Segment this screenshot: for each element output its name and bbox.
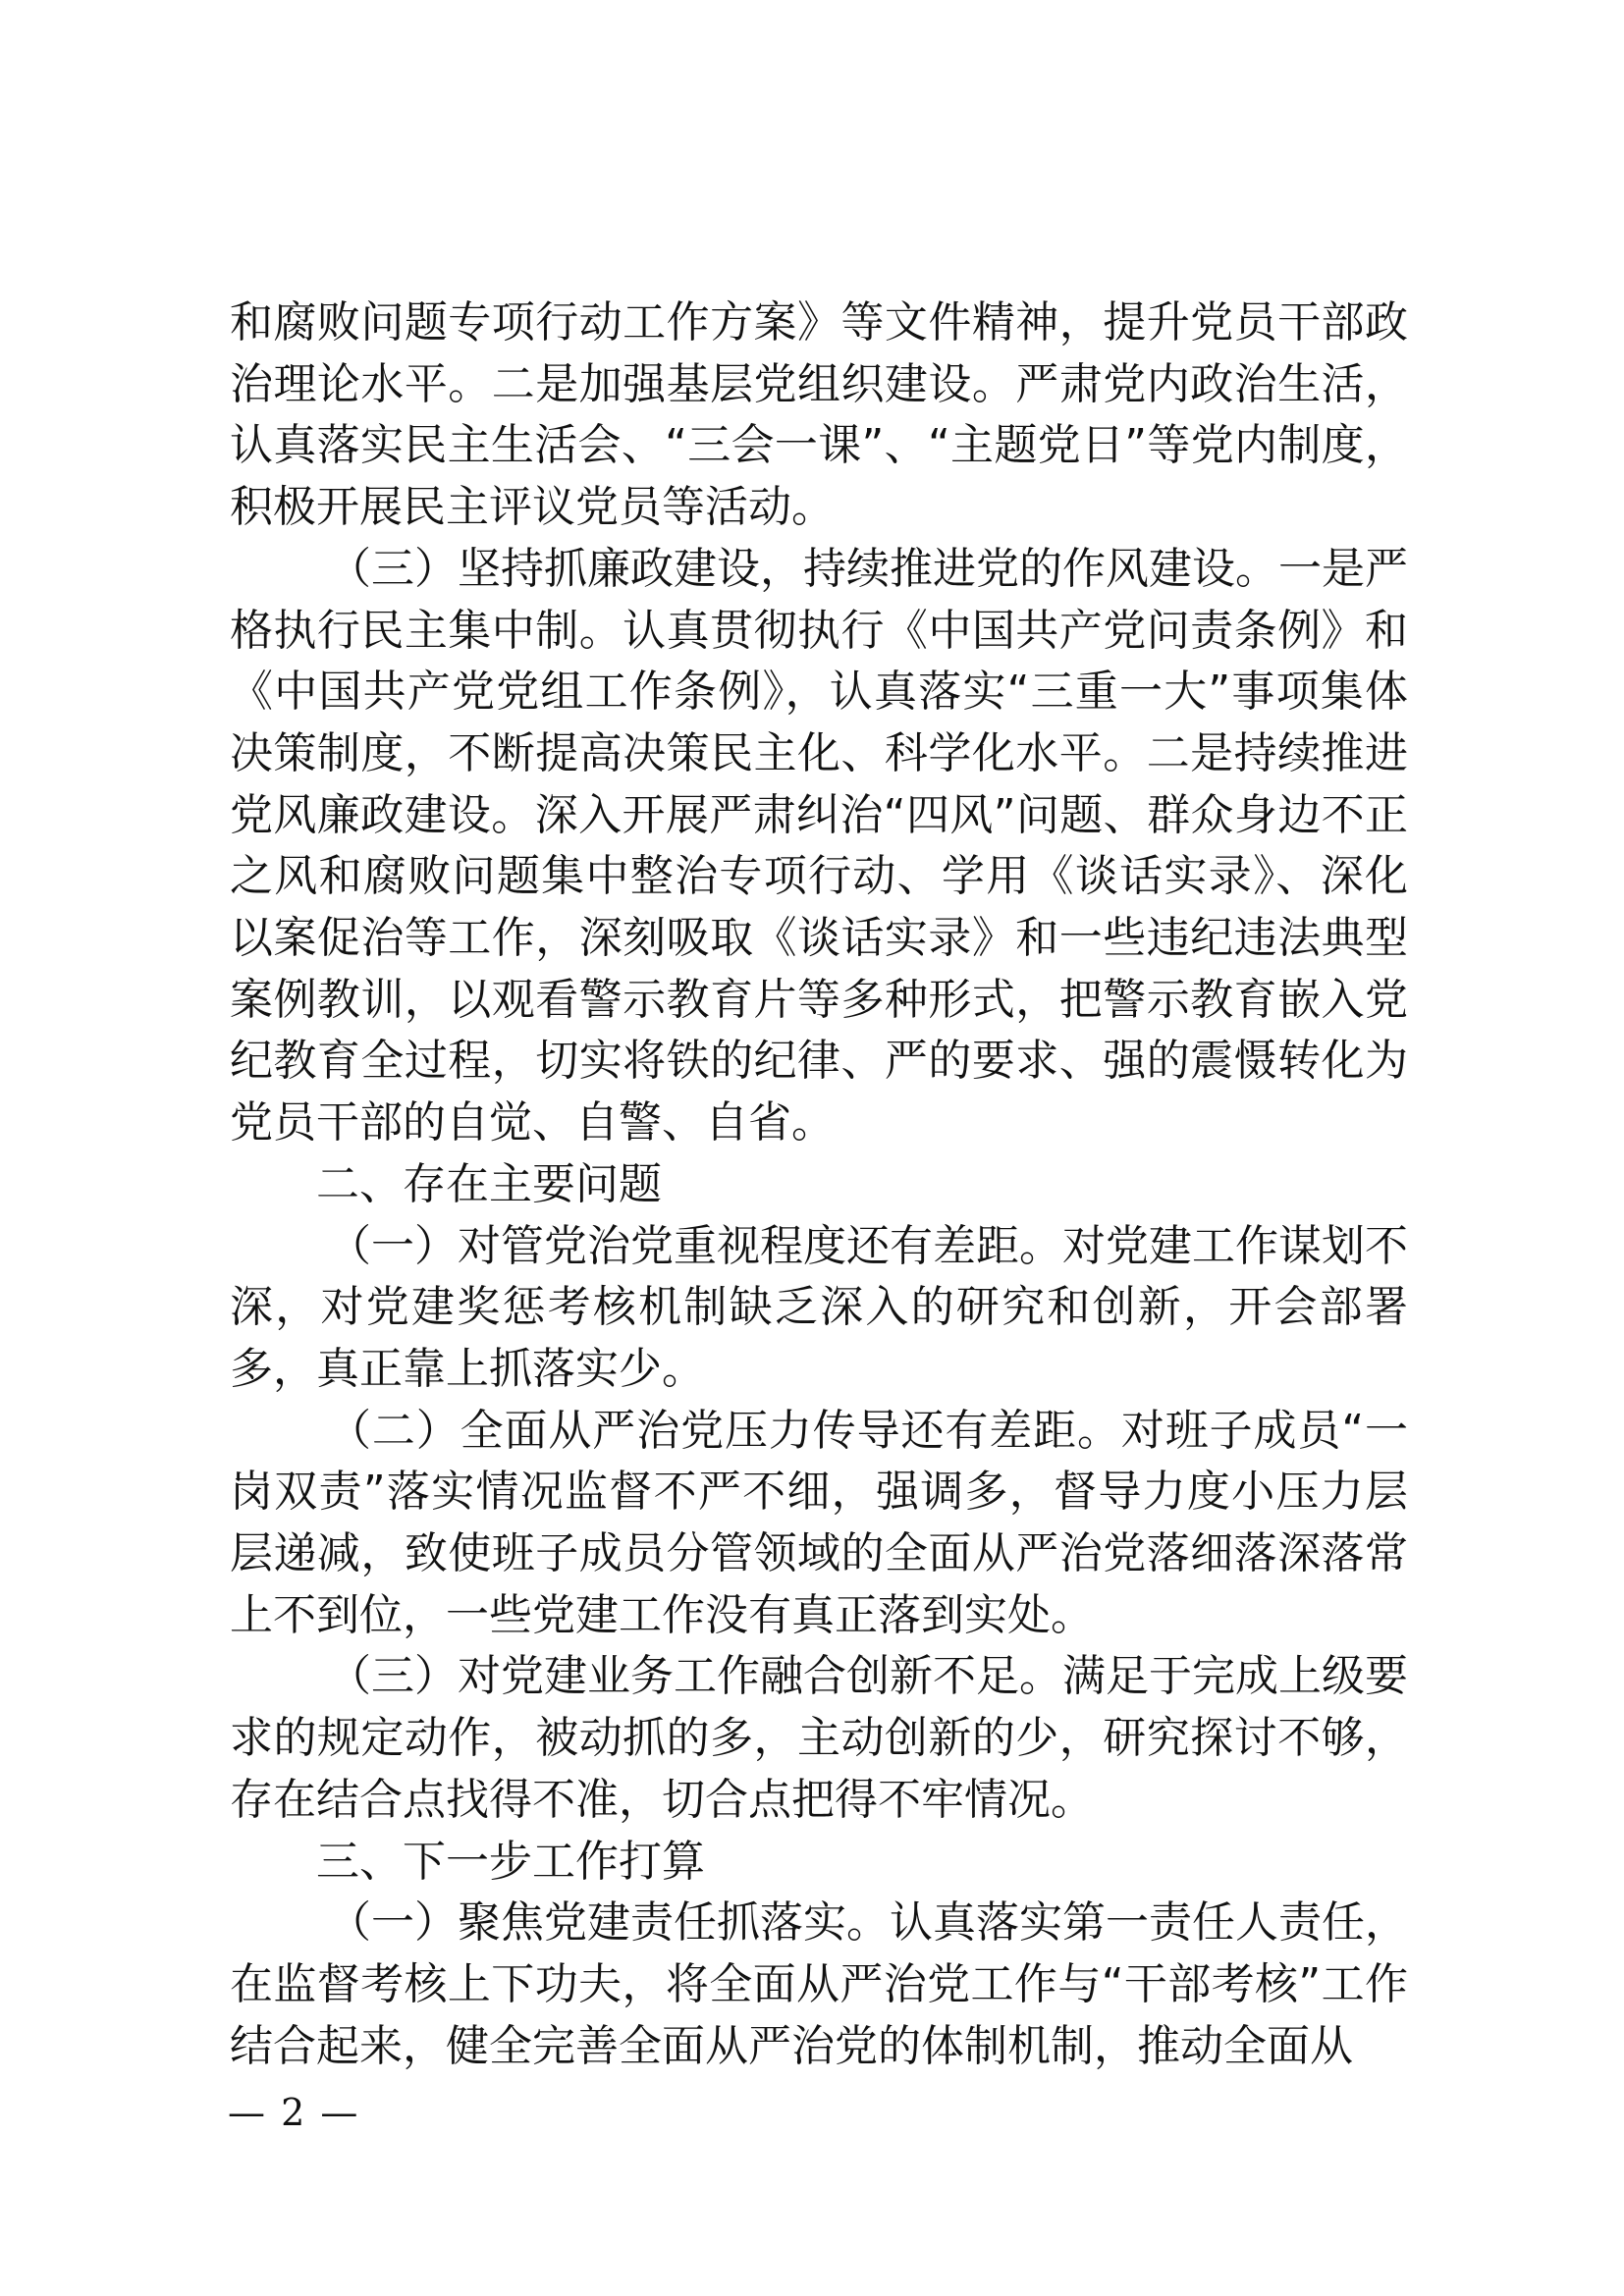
document-body: [230, 293, 1408, 2077]
paragraph-problem-1: （一）对管党治党重视程度还有差距。对党建工作谋划不深，对党建奖惩考核机制缺乏深入的研究和创新，开会部署多，真正靠上抓落实少。: [230, 1220, 1408, 1394]
section-heading-problems: 二、存在主要问题: [316, 1158, 662, 1209]
paragraph-problem-2: （二）全面从严治党压力传导还有差距。对班子成员“一岗双责”落实情况监督不严不细，强调多，督导力度小压力层层递减，致使班子成员分管领域的全面从严治党落细落深落常上不到位，一些党建工作没有真正落到实处。: [230, 1405, 1408, 1640]
page-number: — 2 —: [228, 2091, 360, 2134]
section-heading-next-steps: 三、下一步工作打算: [316, 1836, 705, 1887]
paragraph-continuation: 和腐败问题专项行动工作方案》等文件精神，提升党员干部政治理论水平。二是加强基层党组织建设。严肃党内政治生活，认真落实民主生活会、“三会一课”、“主题党日”等党内制度，积极开展民主评议党员等活动。: [230, 297, 1408, 533]
paragraph-problem-3: （三）对党建业务工作融合创新不足。满足于完成上级要求的规定动作，被动抓的多，主动创新的少，研究探讨不够，存在结合点找得不准，切合点把得不牢情况。: [230, 1651, 1408, 1825]
paragraph-plan-1: （一）聚焦党建责任抓落实。认真落实第一责任人责任，在监督考核上下功夫，将全面从严治党工作与“干部考核”工作结合起来，健全完善全面从严治党的体制机制，推动全面从: [230, 1897, 1408, 2071]
paragraph-subsection-3-integrity: （三）坚持抓廉政建设，持续推进党的作风建设。一是严格执行民主集中制。认真贯彻执行《中国共产党问责条例》和《中国共产党党组工作条例》，认真落实“三重一大”事项集体决策制度，不断提高决策民主化、科学化水平。二是持续推进党风廉政建设。深入开展严肃纠治“四风”问题、群众身边不正之风和腐败问题集中整治专项行动、学用《谈话实录》、深化以案促治等工作，深刻吸取《谈话实录》和一些违纪违法典型案例教训，以观看警示教育片等多种形式，把警示教育嵌入党纪教育全过程，切实将铁的纪律、严的要求、强的震慑转化为党员干部的自觉、自警、自省。: [230, 543, 1408, 1148]
